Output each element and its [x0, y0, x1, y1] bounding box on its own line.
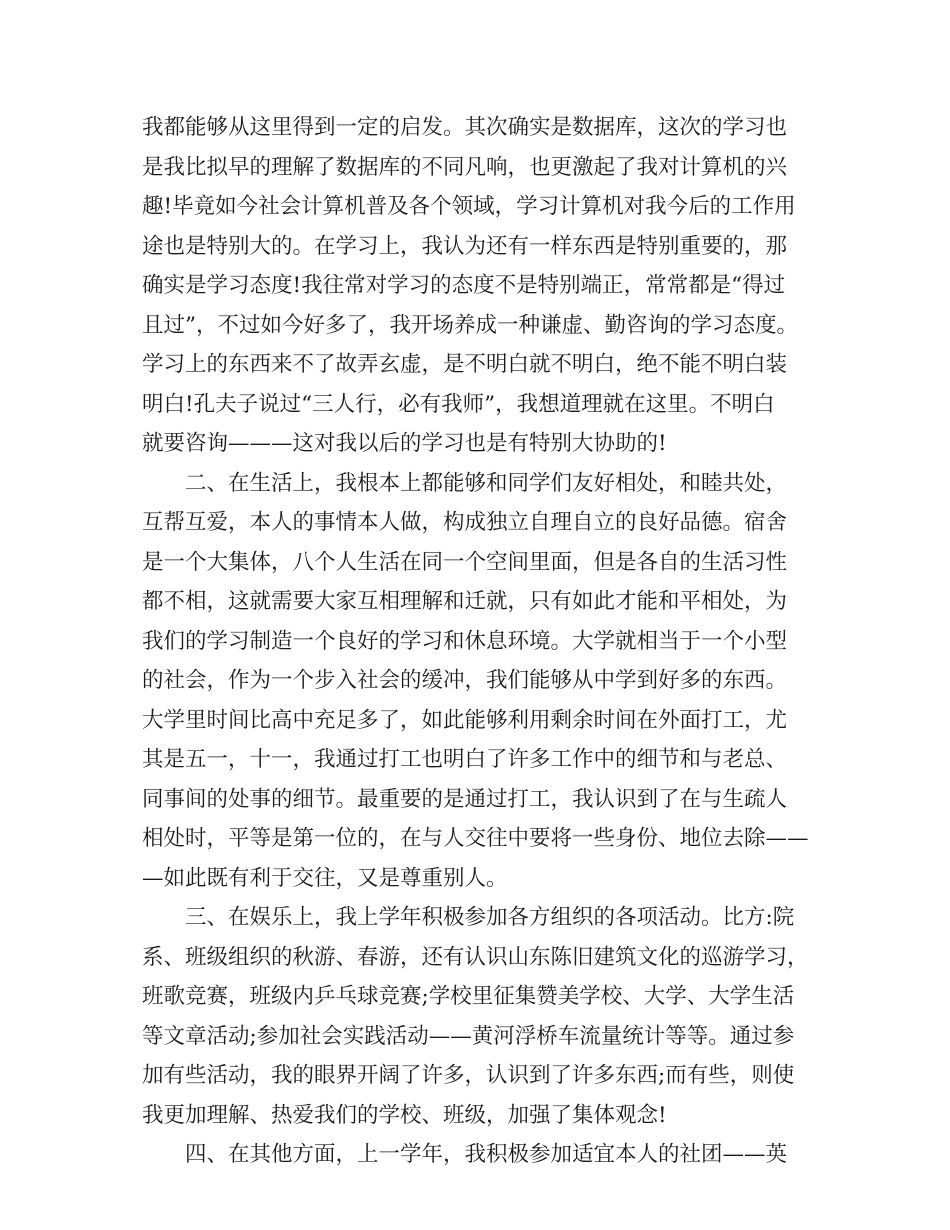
text-line: 互帮互爱，本人的事情本人做，构成独立自理自立的良好品德。宿舍 [142, 510, 788, 535]
text-line: 学习上的东西来不了故弄玄虚，是不明白就不明白，绝不能不明白装 [142, 352, 788, 377]
paragraph-3-start: 三、在娱乐上，我上学年积极参加各方组织的各项活动。比方:院 [142, 905, 795, 930]
body-text [142, 108, 822, 1175]
text-line: 大学里时间比高中充足多了，如此能够利用剩余时间在外面打工，尤 [142, 707, 788, 733]
text-line: 其是五一，十一，我通过打工也明白了许多工作中的细节和与老总、 [142, 747, 788, 772]
text-line: 加有些活动，我的眼界开阔了许多，认识到了许多东西;而有些，则使 [142, 1063, 795, 1088]
text-line: 趣!毕竟如今社会计算机普及各个领域，学习计算机对我今后的工作用 [142, 194, 796, 219]
text-line: 是我比拟早的理解了数据库的不同凡响，也更激起了我对计算机的兴 [142, 154, 788, 180]
text-line: 系、班级组织的秋游、春游，还有认识山东陈旧建筑文化的巡游学习， [142, 944, 809, 970]
text-line: 且过”，不过如今好多了，我开场养成一种谦虚、勤咨询的学习态度。 [142, 312, 798, 338]
text-line: 是一个大集体，八个人生活在同一个空间里面，但是各自的生活习性 [142, 549, 788, 575]
text-line: 等文章活动;参加社会实践活动——黄河浮桥车流量统计等等。通过参 [142, 1023, 795, 1049]
text-line: —如此既有利于交往，又是尊重别人。 [142, 865, 508, 891]
paragraph-2-start: 二、在生活上，我根本上都能够和同学们友好相处，和睦共处， [142, 470, 788, 496]
text-line: 就要咨询———这对我以后的学习也是有特别大协助的! [142, 431, 667, 456]
text-line: 同事间的处事的细节。最重要的是通过打工，我认识到了在与生疏人 [142, 786, 788, 812]
text-line: 班歌竞赛，班级内乒乓球竞赛;学校里征集赞美学校、大学、大学生活 [142, 984, 795, 1009]
text-line: 我们的学习制造一个良好的学习和休息环境。大学就相当于一个小型 [142, 628, 788, 654]
paragraph-4-start: 四、在其他方面，上一学年，我积极参加适宜本人的社团——英 [142, 1142, 788, 1167]
text-line: 明白!孔夫子说过“三人行，必有我师”，我想道理就在这里。不明白 [142, 391, 775, 417]
text-line: 相处时，平等是第一位的，在与人交往中要将一些身份、地位去除—— [142, 826, 809, 851]
text-line: 我更加理解、热爱我们的学校、班级，加强了集体观念! [142, 1102, 667, 1128]
text-line: 的社会，作为一个步入社会的缓冲，我们能够从中学到好多的东西。 [142, 668, 788, 693]
text-line: 途也是特别大的。在学习上，我认为还有一样东西是特别重要的，那 [142, 233, 788, 259]
text-line: 都不相，这就需要大家互相理解和迁就，只有如此才能和平相处，为 [142, 589, 788, 614]
text-line: 确实是学习态度!我往常对学习的态度不是特别端正，常常都是“得过 [142, 273, 786, 298]
text-line: 我都能够从这里得到一定的启发。其次确实是数据库，这次的学习也 [142, 115, 788, 140]
